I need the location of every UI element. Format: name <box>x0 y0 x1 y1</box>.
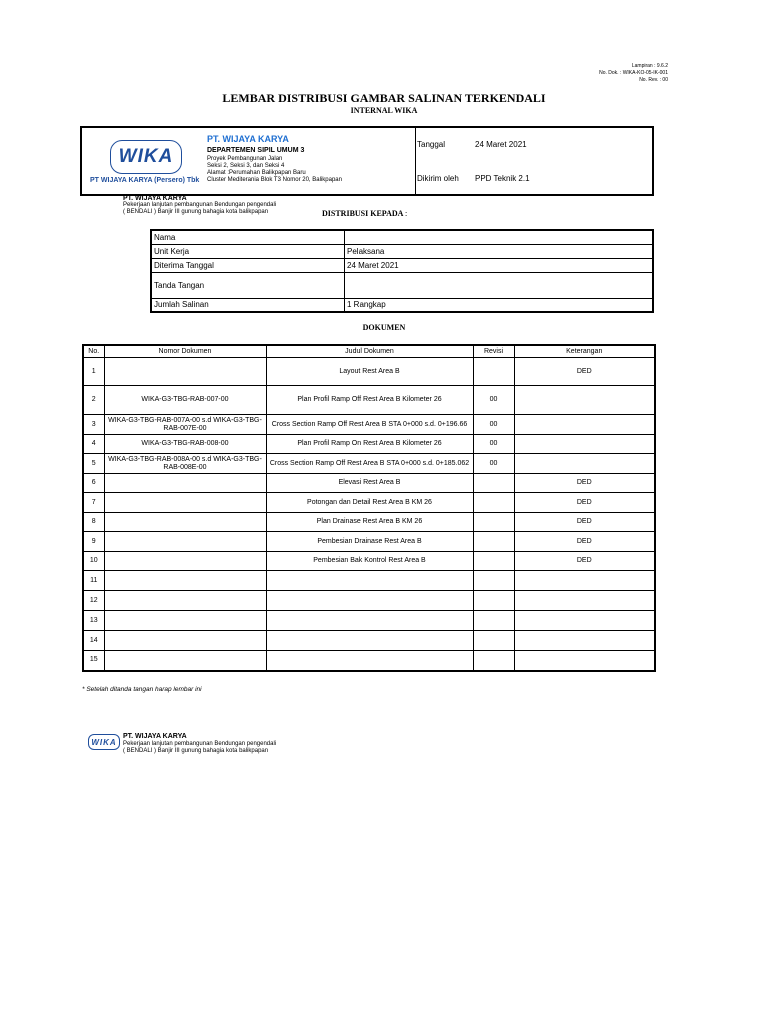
doc-remark-cell <box>514 591 655 611</box>
table-row <box>83 591 655 611</box>
doc-number-cell <box>104 358 266 386</box>
table-row <box>83 493 655 513</box>
doc-remark-cell: DED <box>514 493 655 513</box>
department-name: DEPARTEMEN SIPIL UMUM 3 <box>207 147 305 154</box>
doc-title-cell <box>266 571 473 591</box>
revision-text: No. Rev. : 00 <box>639 77 668 83</box>
col-no-header: No. <box>83 345 104 358</box>
lampiran-text: Lampiran : 9.6.2 <box>631 63 668 69</box>
distribution-colon: : <box>404 209 408 218</box>
doc-title-cell: Plan Profil Ramp Off Rest Area B Kilometer 26 <box>266 386 473 415</box>
doc-remark-cell: DED <box>514 513 655 532</box>
doc-number-cell <box>104 591 266 611</box>
doc-revision-cell: 00 <box>473 435 514 454</box>
doc-number-cell <box>104 611 266 631</box>
doc-no-cell: 13 <box>83 611 104 631</box>
doc-no-cell: 15 <box>83 651 104 671</box>
doc-title-cell: Pembesian Bak Kontrol Rest Area B <box>266 552 473 571</box>
doc-title-cell: Pembesian Drainase Rest Area B <box>266 532 473 552</box>
dist-value: 24 Maret 2021 <box>345 258 654 272</box>
dist-label: Tanda Tangan <box>151 272 345 298</box>
col-revisi-header: Revisi <box>473 345 514 358</box>
doc-number-cell <box>104 532 266 552</box>
doc-remark-cell: DED <box>514 532 655 552</box>
project-line-1: Proyek Pembangunan Jalan <box>207 156 283 162</box>
doc-title-cell: Layout Rest Area B <box>266 358 473 386</box>
doc-remark-cell <box>514 435 655 454</box>
footnote: * Setelah ditanda tangan harap lembar ini <box>82 686 202 693</box>
dist-label: Diterima Tanggal <box>151 258 345 272</box>
wika-logo-text: WIKA <box>118 146 174 167</box>
doc-revision-cell <box>473 571 514 591</box>
header-box <box>80 126 654 196</box>
doc-remark-cell <box>514 386 655 415</box>
dist-row-unit-kerja <box>151 244 653 258</box>
doc-number-cell: WIKA-G3-TBG-RAB-007-00 <box>104 386 266 415</box>
doc-title-cell <box>266 651 473 671</box>
doc-no-cell: 12 <box>83 591 104 611</box>
doc-remark-cell <box>514 631 655 651</box>
page-title: LEMBAR DISTRIBUSI GAMBAR SALINAN TERKENDALI <box>222 91 546 105</box>
doc-revision-cell <box>473 532 514 552</box>
doc-title-cell: Plan Profil Ramp On Rest Area B Kilometer 26 <box>266 435 473 454</box>
col-judul-header: Judul Dokumen <box>266 345 473 358</box>
address-line-2: Cluster Mediterania Blok T3 Nomor 20, Balikpapan <box>207 177 342 183</box>
project-info <box>207 156 342 184</box>
doc-number-cell <box>104 651 266 671</box>
doc-title-cell <box>266 631 473 651</box>
doc-remark-cell <box>514 611 655 631</box>
dist-row-jumlah <box>151 298 653 312</box>
address-line-1: Alamat :Perumahan Balikpapan Baru <box>207 170 306 176</box>
col-nomor-header: Nomor Dokumen <box>104 345 266 358</box>
wika-logo <box>110 140 182 174</box>
doc-revision-cell <box>473 474 514 493</box>
table-row <box>83 415 655 435</box>
documents-table <box>82 344 656 672</box>
table-row <box>83 651 655 671</box>
doc-revision-cell <box>473 651 514 671</box>
table-row <box>83 513 655 532</box>
doc-number-cell <box>104 552 266 571</box>
doc-number-cell <box>104 474 266 493</box>
doc-no-cell: 7 <box>83 493 104 513</box>
doc-number-cell: WIKA-G3-TBG-RAB-007A-00 s.d WIKA-G3-TBG-RAB-007E-00 <box>104 415 266 435</box>
company-name: PT. WIJAYA KARYA <box>207 134 289 144</box>
doc-no-cell: 1 <box>83 358 104 386</box>
subheader-line-2: ( BENDALI ) Banjir III gunung bahagia kota balikpapan <box>123 209 269 215</box>
doc-remark-cell <box>514 571 655 591</box>
dist-label: Nama <box>151 230 345 244</box>
doc-meta <box>599 63 668 84</box>
doc-no-cell: 9 <box>83 532 104 552</box>
dist-label: Jumlah Salinan <box>151 298 345 312</box>
distribution-heading <box>322 209 407 218</box>
doc-title-cell: Cross Section Ramp Off Rest Area B STA 0+000 s.d. 0+185.062 <box>266 454 473 474</box>
header-divider <box>415 128 416 194</box>
subheader-company: PT. WIJAYA KARYA <box>123 195 187 202</box>
doc-no-cell: 10 <box>83 552 104 571</box>
doc-no-cell: 6 <box>83 474 104 493</box>
doc-title-cell: Plan Drainase Rest Area B KM 26 <box>266 513 473 532</box>
dist-value: 1 Rangkap <box>345 298 654 312</box>
doc-no-cell: 5 <box>83 454 104 474</box>
doc-number-cell: WIKA-G3-TBG-RAB-008A-00 s.d WIKA-G3-TBG-RAB-008E-00 <box>104 454 266 474</box>
footer-info <box>123 732 276 755</box>
doc-title-cell: Elevasi Rest Area B <box>266 474 473 493</box>
doc-remark-cell: DED <box>514 358 655 386</box>
doc-remark-cell: DED <box>514 474 655 493</box>
dist-label: Unit Kerja <box>151 244 345 258</box>
doc-no-cell: 4 <box>83 435 104 454</box>
documents-header-row <box>83 345 655 358</box>
dist-row-tanda-tangan <box>151 272 653 298</box>
footer-logo-text: WIKA <box>91 737 117 747</box>
table-row <box>83 435 655 454</box>
doc-revision-cell: 00 <box>473 386 514 415</box>
doc-revision-cell <box>473 591 514 611</box>
doc-revision-cell <box>473 358 514 386</box>
doc-no-cell: 2 <box>83 386 104 415</box>
col-keterangan-header: Keterangan <box>514 345 655 358</box>
doc-no-cell: 14 <box>83 631 104 651</box>
doc-no-cell: 11 <box>83 571 104 591</box>
doc-title-cell <box>266 611 473 631</box>
company-caption: PT WIJAYA KARYA (Persero) Tbk <box>90 177 200 184</box>
footer-line-2: ( BENDALI ) Banjir III gunung bahagia kota balikpapan <box>123 748 269 754</box>
doc-title-cell: Potongan dan Detail Rest Area B KM 26 <box>266 493 473 513</box>
doc-remark-cell <box>514 454 655 474</box>
doc-revision-cell <box>473 493 514 513</box>
doc-number-cell: WIKA-G3-TBG-RAB-008-00 <box>104 435 266 454</box>
page-subtitle: INTERNAL WIKA <box>350 106 418 115</box>
doc-remark-cell <box>514 415 655 435</box>
footer-wika-logo <box>88 734 120 750</box>
doc-revision-cell <box>473 631 514 651</box>
footer-company: PT. WIJAYA KARYA <box>123 733 187 740</box>
subheader-line-1: Pekerjaan lanjutan pembangunan Bendungan pengendali <box>123 202 277 208</box>
subheader <box>123 195 276 216</box>
dikirim-label: Dikirim oleh <box>417 174 459 183</box>
doc-no-cell: 8 <box>83 513 104 532</box>
table-row <box>83 611 655 631</box>
table-row <box>83 571 655 591</box>
table-row <box>83 631 655 651</box>
doc-number-cell <box>104 513 266 532</box>
footer-line-1: Pekerjaan lanjutan pembangunan Bendungan pengendali <box>123 741 277 747</box>
distribution-table <box>150 229 654 313</box>
doc-title-cell: Cross Section Ramp Off Rest Area B STA 0+000 s.d. 0+196.66 <box>266 415 473 435</box>
dist-row-nama <box>151 230 653 244</box>
tanggal-label: Tanggal <box>417 140 446 149</box>
doc-revision-cell <box>473 611 514 631</box>
documents-heading: DOKUMEN <box>362 323 406 332</box>
dist-value <box>345 272 654 298</box>
dist-row-diterima <box>151 258 653 272</box>
doc-title-cell <box>266 591 473 611</box>
table-row <box>83 454 655 474</box>
project-line-2: Seksi 2, Seksi 3, dan Seksi 4 <box>207 163 285 169</box>
doc-number-cell <box>104 493 266 513</box>
table-row <box>83 532 655 552</box>
doc-number-cell <box>104 631 266 651</box>
dikirim-value: PPD Teknik 2.1 <box>475 174 530 183</box>
dist-value <box>345 230 654 244</box>
doc-no-cell: 3 <box>83 415 104 435</box>
doc-revision-cell: 00 <box>473 454 514 474</box>
doc-revision-cell: 00 <box>473 415 514 435</box>
doc-revision-cell <box>473 513 514 532</box>
doc-remark-cell: DED <box>514 552 655 571</box>
table-row <box>83 474 655 493</box>
doc-revision-cell <box>473 552 514 571</box>
doc-remark-cell <box>514 651 655 671</box>
tanggal-value: 24 Maret 2021 <box>475 140 527 149</box>
doc-number-cell <box>104 571 266 591</box>
distribution-heading-text: DISTRIBUSI KEPADA <box>322 209 403 218</box>
dist-value: Pelaksana <box>345 244 654 258</box>
table-row <box>83 552 655 571</box>
table-row <box>83 386 655 415</box>
table-row <box>83 358 655 386</box>
doc-number-text: No. Dok. : WIKA-KO-05-IK-001 <box>599 70 668 76</box>
